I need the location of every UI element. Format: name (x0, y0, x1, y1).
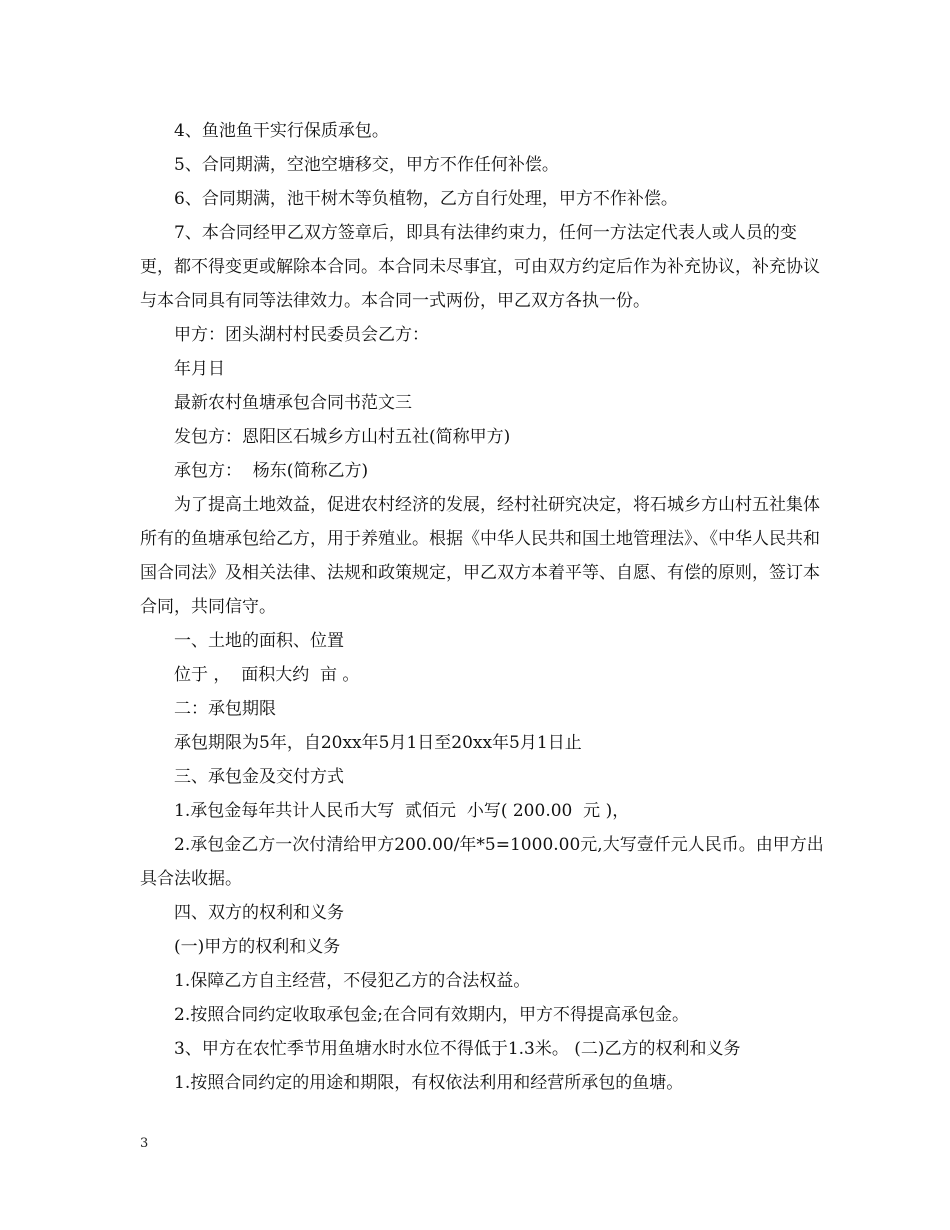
paragraph-8: 发包方：恩阳区石城乡方山村五社(简称甲方) (174, 427, 511, 447)
paragraph-15: 三、承包金及交付方式 (174, 767, 344, 787)
paragraph-13: 二：承包期限 (174, 699, 276, 719)
page-number: 3 (140, 1136, 149, 1151)
paragraph-6: 年月日 (174, 359, 225, 379)
paragraph-4: 7、本合同经甲乙双方签章后，即具有法律约束力，任何一方法定代表人或人员的变更，都不得变更或解除本合同。本合同未尽事宜，可由双方约定后作为补充协议，补充协议与本合同具有同等法律效力。本合同一式两份，甲乙双方各执一份。 (140, 223, 820, 311)
paragraph-3: 6、合同期满，池干树木等负植物，乙方自行处理，甲方不作补偿。 (174, 189, 678, 209)
paragraph-22: 3、甲方在农忙季节用鱼塘水时水位不得低于1.3米。 (二)乙方的权利和义务 (174, 1039, 741, 1059)
paragraph-19: (一)甲方的权利和义务 (174, 937, 341, 957)
paragraph-10: 为了提高土地效益，促进农村经济的发展，经村社研究决定，将石城乡方山村五社集体所有的鱼塘承包给乙方，用于养殖业。根据《中华人民共和国土地管理法》、《中华人民共和国合同法》及相关法律、法规和政策规定，甲乙双方本着平等、自愿、有偿的原则，签订本合同，共同信守。 (140, 495, 820, 617)
paragraph-9: 承包方： 杨东(简称乙方) (174, 461, 369, 481)
paragraph-18: 四、双方的权利和义务 (174, 903, 344, 923)
paragraph-5: 甲方：团头湖村村民委员会乙方： (174, 325, 429, 345)
paragraph-11: 一、土地的面积、位置 (174, 631, 344, 651)
paragraph-20: 1.保障乙方自主经营，不侵犯乙方的合法权益。 (174, 971, 531, 991)
document-body (140, 114, 830, 1100)
paragraph-16: 1.承包金每年共计人民币大写 贰佰元 小写( 200.00 元 )， (174, 801, 630, 821)
section-title: 最新农村鱼塘承包合同书范文三 (174, 393, 412, 413)
paragraph-23: 1.按照合同约定的用途和期限，有权依法利用和经营所承包的鱼塘。 (174, 1073, 684, 1093)
paragraph-14: 承包期限为5年，自20xx年5月1日至20xx年5月1日止 (174, 733, 582, 753)
paragraph-12: 位于 ， 面积大约 亩 。 (174, 665, 360, 685)
paragraph-2: 5、合同期满，空池空塘移交，甲方不作任何补偿。 (174, 155, 559, 175)
paragraph-1: 4、鱼池鱼干实行保质承包。 (174, 121, 389, 141)
paragraph-21: 2.按照合同约定收取承包金;在合同有效期内，甲方不得提高承包金。 (174, 1005, 689, 1025)
paragraph-17: 2.承包金乙方一次付清给甲方200.00/年*5=1000.00元,大写壹仟元人民币。由甲方出具合法收据。 (140, 835, 824, 889)
